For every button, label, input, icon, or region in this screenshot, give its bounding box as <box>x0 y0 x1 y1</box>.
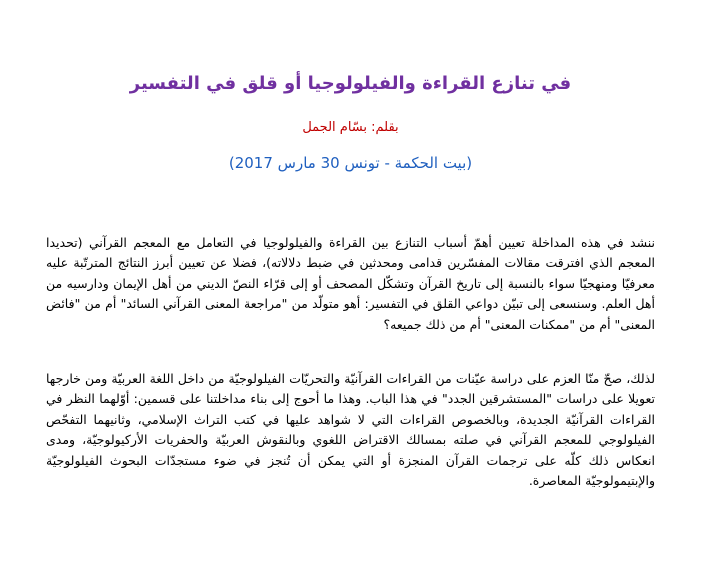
paragraph-2: لذلك، صحّ منّا العزم على دراسة عيّنات من القراءات القرآنيّة والتحريّات الفيلولوجيّة من داخل اللغة العربيّة ومن خارجها تعويلا على دراسات "المستشرقين الجدد" في هذا الباب. وهذا ما أحوج إلى بناء مداخلتنا على قسمين: أوّلهما النظر في القراءات القرآنيّة الجديدة، وبالخصوص القراءات التي لا شواهد عليها في كتب التراث الإسلامي، وثانيهما التفحّص الفيلولوجي للمعجم القرآني في صلته بمسالك الاقتراض اللغوي وبالنقوش العربيّة والحفريات الأركيولوجيّة، ومدى انعكاس ذلك كلّه على ترجمات القرآن المنجزة أو التي يمكن أن تُنجز في ضوء مستجدّات البحوث الفيلولوجيّة والإبتيمولوجيّة المعاصرة. <box>46 371 655 489</box>
document-title: في تنازع القراءة والفيلولوجيا أو قلق في التفسير <box>129 73 572 94</box>
paragraph-1: ننشد في هذه المداخلة تعيين أهمّ أسباب التنازع بين القراءة والفيلولوجيا في التعامل مع المعجم القرآني (تحديدا المعجم الذي افترقت مقالات المفسّرين قدامى ومحدثين في ضبط دلالاته)، فضلا عن تعيين أبرز النتائج المترتّبة عليه معرفيّا ومنهجيّا سواء بالنسبة إلى تاريخ القرآن وتشكّل المصحف أو إلى قرّاء النصّ الديني من أهل الإيمان ودارسيه من أهل العلم. وسنسعى إلى تبيّن دواعي القلق في التفسير: أهو متولّد من "مراجعة المعنى القرآني السائد" أم من "فائض المعنى" أم من "ممكنات المعنى" أم من ذلك جميعه؟ <box>46 235 655 332</box>
venue-date-line: (بيت الحكمة - تونس 30 مارس 2017) <box>228 154 473 172</box>
author-line: بقلم: بسّام الجمل <box>302 120 399 135</box>
